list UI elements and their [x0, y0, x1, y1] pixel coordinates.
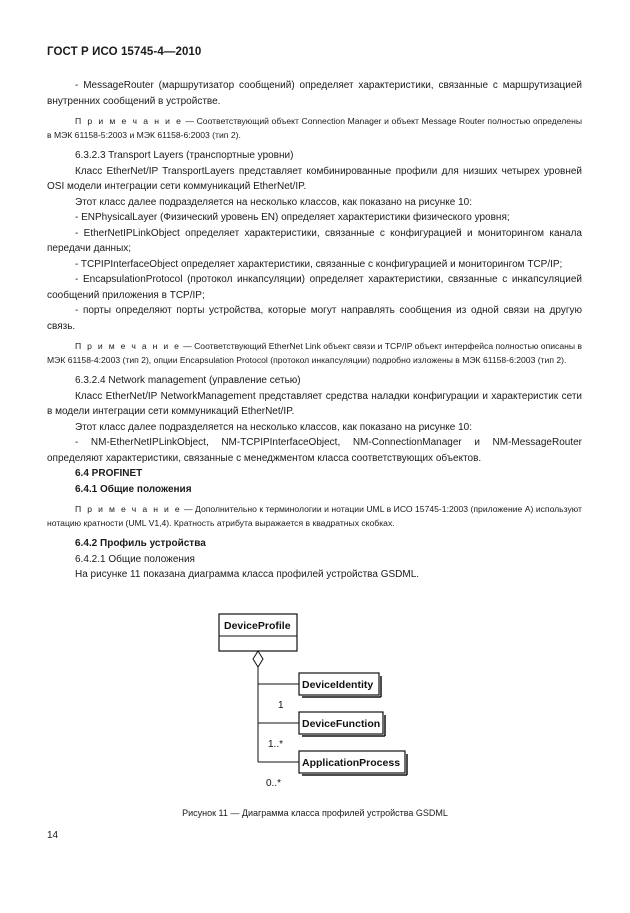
body-paragraph: Этот класс далее подразделяется на несколько классов, как показано на рисунке 10: — [75, 421, 472, 433]
note-label: П р и м е ч а н и е — [75, 341, 181, 351]
note-paragraph — [47, 340, 582, 367]
body-paragraph: Этот класс далее подразделяется на несколько классов, как показано на рисунке 10: — [75, 196, 472, 208]
body-paragraph: - TCPIPInterfaceObject определяет характеристики, связанные с конфигурацией и мониторингом TCP/IP; — [75, 258, 563, 270]
class-name-device-profile: DeviceProfile — [224, 620, 291, 632]
class-device-identity — [299, 673, 381, 697]
note-label: П р и м е ч а н и е — [75, 116, 183, 126]
aggregation-diamond — [253, 651, 263, 667]
page-number: 14 — [47, 830, 59, 841]
class-application-process — [299, 751, 407, 775]
note-text: — Соответствующий объект Connection Manager и объект Message Router полностью определены в МЭК 61158-5:2003 и МЭК 61158-6:2003 (тип 2). — [47, 116, 582, 140]
class-device-function — [299, 712, 385, 736]
multiplicity-label: 0..* — [266, 778, 282, 789]
section-heading: 6.4 PROFINET — [75, 468, 143, 479]
body-paragraph: - порты определяют порты устройства, которые могут направлять сообщения из одной связи на другую связь. — [47, 305, 582, 332]
body-paragraph: - NM-EtherNetIPLinkObject, NM-TCPIPInterfaceObject, NM-ConnectionManager и NM-MessageRouter определяют характеристики, связанные с менеджментом класса соответствующих объектов. — [47, 437, 582, 464]
multiplicity-label: 1 — [278, 700, 284, 711]
body-paragraph: 6.3.2.4 Network management (управление сетью) — [75, 375, 301, 386]
note-text: — Соответствующий EtherNet Link объект связи и TCP/IP объект интерфейса полностью описаны в МЭК 61158-4:2003 (тип 2), опции Encapsulation Protocol (протокол инкапсуляции) подробно изложены в МЭК 61158-6:2003 (тип 2). — [47, 341, 582, 365]
class-name-device-identity: DeviceIdentity — [302, 679, 374, 691]
body-paragraph: 6.3.2.3 Transport Layers (транспортные уровни) — [75, 150, 294, 161]
class-device-profile — [219, 614, 297, 651]
body-paragraph: На рисунке 11 показана диаграмма класса профилей устройства GSDML. — [75, 569, 420, 580]
body-paragraph: - EncapsulationProtocol (протокол инкапсуляции) определяет характеристики, связанные с инкапсуляцией сообщений приложения в TCP/IP; — [47, 274, 582, 301]
note-label: П р и м е ч а н и е — [75, 504, 182, 514]
class-name-device-function: DeviceFunction — [302, 718, 381, 730]
document-header: ГОСТ Р ИСО 15745-4—2010 — [47, 46, 202, 58]
document-body — [47, 78, 582, 583]
body-paragraph: - EtherNetIPLinkObject определяет характеристики, связанные с конфигурацией и мониторингом канала передачи данных; — [47, 227, 582, 254]
note-text: — Дополнительно к терминологии и нотации UML в ИСО 15745-1:2003 (приложение А) используют нотацию кратности (UML V1,4). Кратность атрибута выражается в квадратных скобках. — [47, 504, 582, 528]
body-paragraph: - ENPhysicalLayer (Физический уровень EN) определяет характеристики физического уровня; — [75, 212, 510, 223]
body-paragraph: - MessageRouter (маршрутизатор сообщений) определяет характеристики, связанные с маршрутизацией внутренних сообщений в устройстве. — [47, 80, 582, 107]
class-name-application-process: ApplicationProcess — [302, 757, 401, 769]
note-paragraph — [47, 503, 582, 530]
section-heading: 6.4.2 Профиль устройства — [75, 538, 206, 549]
uml-class-diagram — [0, 600, 630, 800]
multiplicity-label: 1..* — [268, 739, 284, 750]
note-paragraph — [47, 115, 582, 142]
section-heading: 6.4.1 Общие положения — [75, 483, 192, 495]
body-paragraph: 6.4.2.1 Общие положения — [75, 553, 195, 565]
body-paragraph: Класс EtherNet/IP TransportLayers представляет комбинированные профили для низших четырех уровней OSI модели интеграции сети коммуникаций EtherNet/IP. — [47, 165, 582, 192]
figure-caption: Рисунок 11 — Диаграмма класса профилей устройства GSDML — [182, 808, 448, 818]
body-paragraph: Класс EtherNet/IP NetworkManagement представляет средства наладки конфигурации и характеристик сети в модели интеграции сети коммуникаций EtherNet/IP. — [47, 390, 582, 417]
